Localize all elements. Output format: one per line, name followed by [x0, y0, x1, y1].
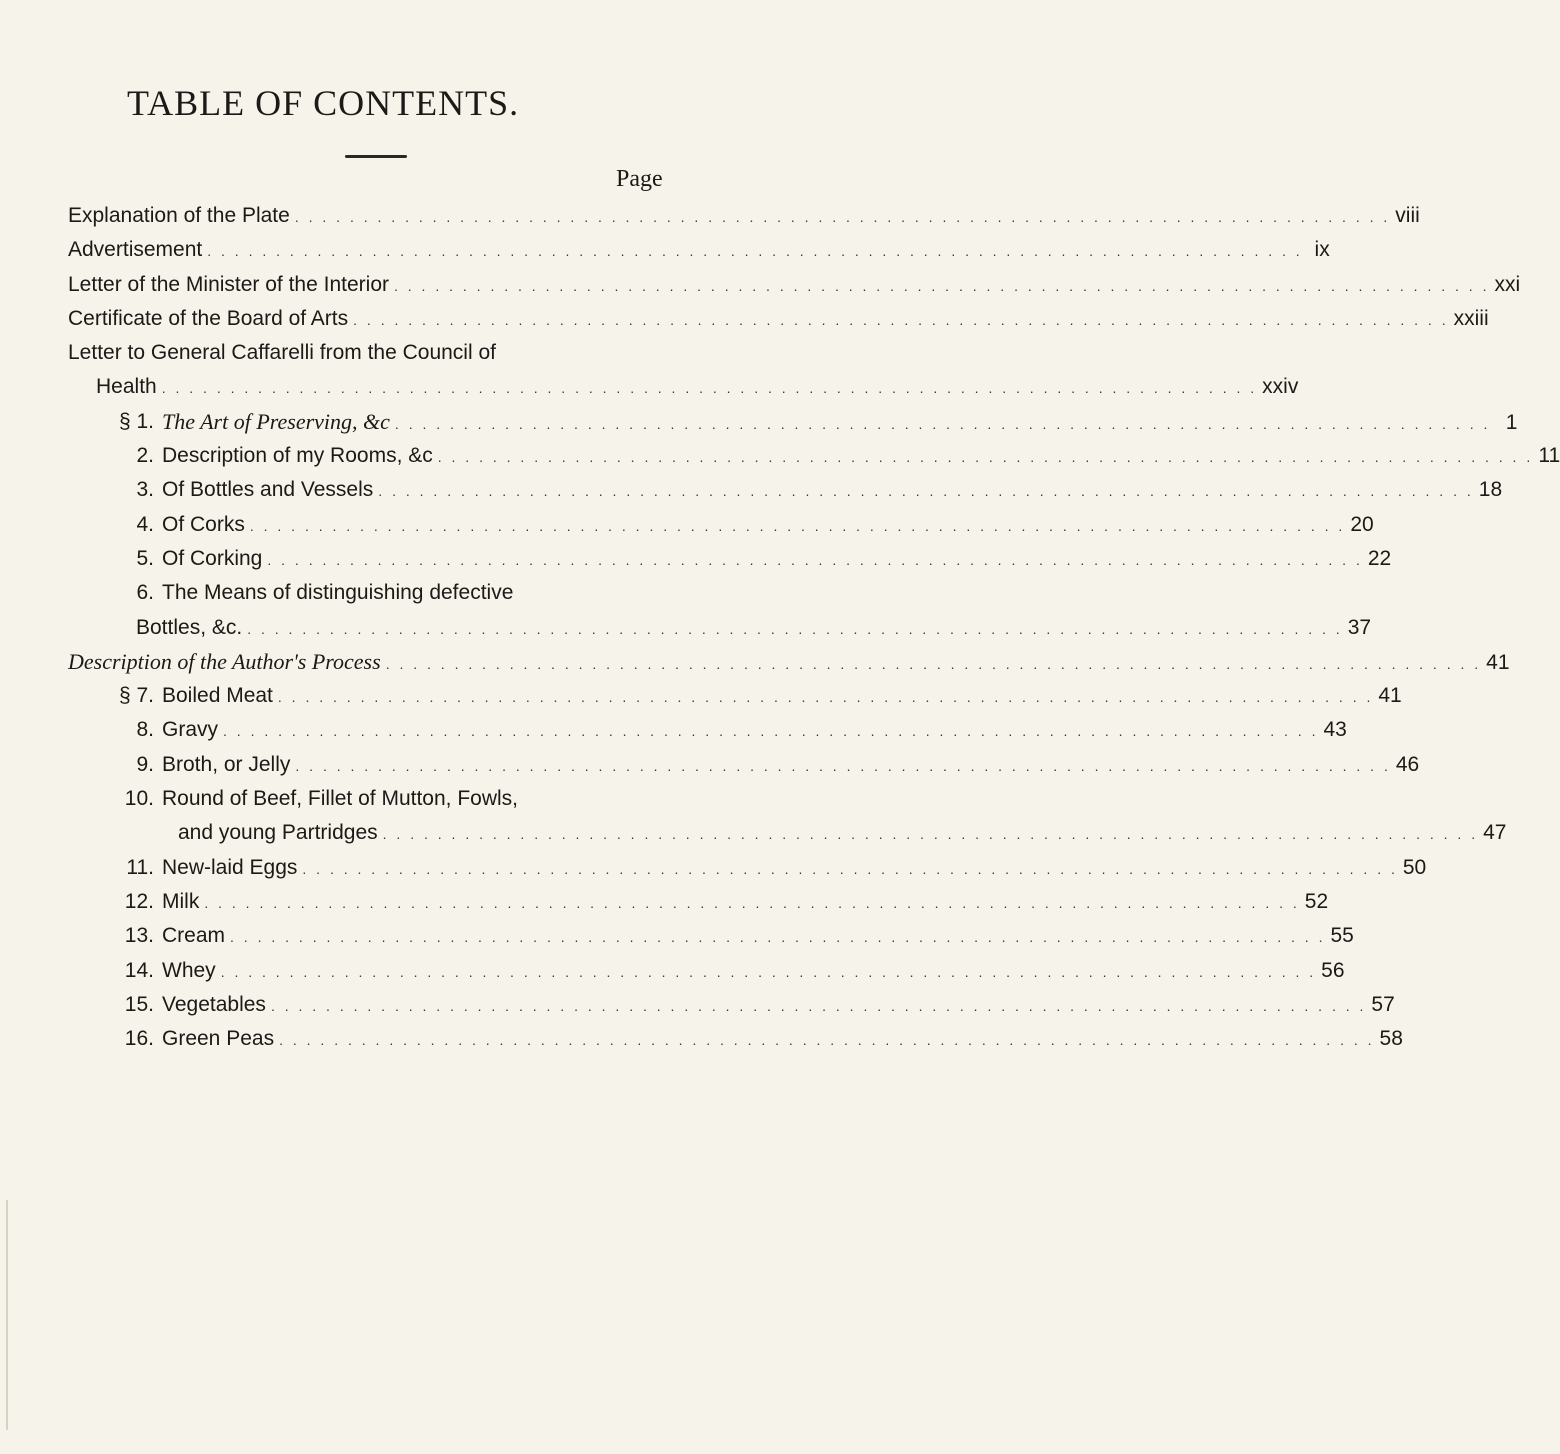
dot-leader: . . . . . . . . . . . . . . . . . . . . . . . . . . . . . . . . . . . . . . . . . . . . . . . . . . . . . . . . . . . . . . . . . . . . . . . . . . . . . . . . — [204, 894, 1300, 911]
dot-leader: . . . . . . . . . . . . . . . . . . . . . . . . . . . . . . . . . . . . . . . . . . . . . . . . . . . . . . . . . . . . . . . . . . . . . . . . . . . . . . . . — [279, 1032, 1375, 1049]
entry-page-number: 1 — [1505, 410, 1518, 434]
entry-page-number: 41 — [1378, 684, 1402, 708]
entry-number: 5. — [136, 546, 154, 570]
entry-title: Vegetables — [162, 992, 266, 1016]
toc-entry — [68, 816, 1507, 850]
dot-leader: . . . . . . . . . . . . . . . . . . . . . . . . . . . . . . . . . . . . . . . . . . . . . . . . . . . . . . . . . . . . . . . . . . . . . . . . . . . . . . . . — [295, 757, 1391, 774]
entry-page-number: 18 — [1478, 478, 1503, 502]
dot-leader: . . . . . . . . . . . . . . . . . . . . . . . . . . . . . . . . . . . . . . . . . . . . . . . . . . . . . . . . . . . . . . . . . . . . . . . . . . . . . . . . — [161, 380, 1258, 397]
dot-leader: . . . . . . . . . . . . . . . . . . . . . . . . . . . . . . . . . . . . . . . . . . . . . . . . . . . . . . . . . . . . . . . . . . . . . . . . . . . . . . . . — [277, 689, 1374, 706]
entry-page-number: 46 — [1395, 752, 1420, 776]
entry-title: Round of Beef, Fillet of Mutton, Fowls, — [162, 787, 518, 811]
dot-leader: . . . . . . . . . . . . . . . . . . . . . . . . . . . . . . . . . . . . . . . . . . . . . . . . . . . . . . . . . . . . . . . . . . . . . . . . . . . . . . . . — [223, 723, 1319, 740]
entry-title: Description of the Author's Process — [68, 648, 381, 674]
dot-leader: . . . . . . . . . . . . . . . . . . . . . . . . . . . . . . . . . . . . . . . . . . . . . . . . . . . . . . . . . . . . . . . . . . . . . . . . . . . . . . . . — [267, 551, 1363, 568]
dot-leader: . . . . . . . . . . . . . . . . . . . . . . . . . . . . . . . . . . . . . . . . . . . . . . . . . . . . . . . . . . . . . . . . . . . . . . . . . . . . . . . . — [382, 826, 1479, 843]
toc-entry — [68, 1022, 1403, 1056]
entry-title: Broth, or Jelly — [162, 752, 291, 776]
entry-page-number: 56 — [1321, 958, 1345, 982]
entry-number: § 7. — [118, 684, 154, 708]
entry-number: § 1. — [118, 409, 154, 433]
dot-leader: . . . . . . . . . . . . . . . . . . . . . . . . . . . . . . . . . . . . . . . . . . . . . . . . . . . . . . . . . . . . . . . . . . . . . . . . . . . . . . . . — [247, 620, 1343, 637]
entry-title: The Means of distinguishing defective — [162, 581, 514, 605]
dot-leader: . . . . . . . . . . . . . . . . . . . . . . . . . . . . . . . . . . . . . . . . . . . . . . . . . . . . . . . . . . . . . . . . . . . . . . . . . . . . . . . . — [207, 243, 1303, 260]
entry-title: Of Bottles and Vessels — [162, 478, 374, 502]
entry-page-number: 43 — [1323, 718, 1347, 742]
dot-leader: . . . . . . . . . . . . . . . . . . . . . . . . . . . . . . . . . . . . . . . . . . . . . . . . . . . . . . . . . . . . . . . . . . . . . . . . . . . . . . . . — [437, 449, 1534, 466]
toc-entry — [68, 851, 1427, 885]
toc-entry — [68, 782, 666, 816]
dot-leader: . . . . . . . . . . . . . . . . . . . . . . . . . . . . . . . . . . . . . . . . . . . . . . . . . . . . . . . . . . . . . . . . . . . . . . . . . . . . . . . . — [394, 277, 1490, 294]
toc-entry — [68, 611, 1372, 645]
toc-entry — [68, 268, 1521, 302]
page-edge-shadow — [6, 1200, 8, 1430]
entry-number: 11. — [126, 855, 154, 879]
entry-title: Explanation of the Plate — [68, 204, 290, 227]
toc-entry — [68, 405, 1518, 439]
entry-title: Boiled Meat — [162, 684, 273, 708]
entry-number: 16. — [124, 1027, 154, 1051]
entry-number: 15. — [124, 992, 154, 1016]
entry-page-number: 41 — [1486, 650, 1510, 674]
toc-entry — [68, 199, 1420, 233]
toc-entry — [68, 679, 1402, 713]
toc-entry — [68, 748, 1420, 782]
entry-title: and young Partridges — [178, 821, 378, 845]
dot-leader: . . . . . . . . . . . . . . . . . . . . . . . . . . . . . . . . . . . . . . . . . . . . . . . . . . . . . . . . . . . . . . . . . . . . . . . . . . . . . . . . — [394, 415, 1491, 432]
toc-entry — [68, 542, 1392, 576]
dot-leader: . . . . . . . . . . . . . . . . . . . . . . . . . . . . . . . . . . . . . . . . . . . . . . . . . . . . . . . . . . . . . . . . . . . . . . . . . . . . . . . . — [353, 311, 1449, 328]
page-column-header: Page — [616, 166, 663, 192]
toc-entry — [68, 508, 1374, 542]
entry-title: New-laid Eggs — [162, 855, 298, 879]
entry-title: Description of my Rooms, &c — [162, 444, 433, 468]
toc-entry — [68, 473, 1503, 507]
entry-number: 10. — [124, 787, 154, 811]
entry-number: 8. — [136, 718, 154, 742]
dot-leader: . . . . . . . . . . . . . . . . . . . . . . . . . . . . . . . . . . . . . . . . . . . . . . . . . . . . . . . . . . . . . . . . . . . . . . . . . . . . . . . . — [294, 209, 1391, 225]
entry-title: Milk — [162, 889, 200, 913]
toc-entry — [68, 885, 1329, 919]
entry-page-number: 47 — [1483, 821, 1507, 845]
entry-page-number: xxiv — [1262, 375, 1299, 399]
entry-number: 14. — [124, 958, 154, 982]
entry-title: Green Peas — [162, 1027, 275, 1051]
dot-leader: . . . . . . . . . . . . . . . . . . . . . . . . . . . . . . . . . . . . . . . . . . . . . . . . . . . . . . . . . . . . . . . . . . . . . . . . . . . . . . . . — [249, 517, 1346, 534]
entry-title: Letter to General Caffarelli from the Council of — [68, 341, 496, 365]
entry-page-number: viii — [1395, 204, 1420, 227]
entry-title: Health — [96, 375, 157, 399]
entry-page-number: ix — [1314, 238, 1330, 262]
entry-page-number: 11 — [1538, 444, 1560, 468]
entry-title: Bottles, &c. — [136, 615, 243, 639]
entry-title: Of Corks — [162, 512, 245, 536]
entry-title: Letter of the Minister of the Interior — [68, 272, 389, 296]
entry-number: 4. — [136, 512, 154, 536]
toc-entry — [68, 988, 1395, 1022]
entry-title: Certificate of the Board of Arts — [68, 306, 349, 330]
toc-entry — [68, 302, 1489, 336]
toc-entry — [68, 336, 666, 370]
toc-entry — [68, 233, 1330, 267]
entry-number: 2. — [136, 444, 154, 468]
entry-number: 12. — [124, 889, 154, 913]
entry-number: 13. — [124, 924, 154, 948]
entry-page-number: 57 — [1371, 992, 1395, 1016]
entry-page-number: 50 — [1402, 855, 1427, 879]
entry-page-number: 22 — [1367, 546, 1392, 570]
entry-page-number: 52 — [1304, 889, 1329, 913]
table-of-contents — [68, 199, 1560, 1056]
toc-entry — [68, 919, 1354, 953]
entry-number: 9. — [136, 752, 154, 776]
entry-number: 3. — [136, 478, 154, 502]
entry-number: 6. — [136, 581, 154, 605]
page-title: TABLE OF CONTENTS. — [127, 83, 520, 123]
entry-title: The Art of Preserving, &c — [162, 408, 390, 434]
toc-entry — [68, 370, 1299, 404]
entry-title: Gravy — [162, 718, 219, 742]
dot-leader: . . . . . . . . . . . . . . . . . . . . . . . . . . . . . . . . . . . . . . . . . . . . . . . . . . . . . . . . . . . . . . . . . . . . . . . . . . . . . . . . — [220, 963, 1317, 980]
dot-leader: . . . . . . . . . . . . . . . . . . . . . . . . . . . . . . . . . . . . . . . . . . . . . . . . . . . . . . . . . . . . . . . . . . . . . . . . . . . . . . . . — [385, 655, 1482, 672]
entry-page-number: 55 — [1330, 924, 1354, 948]
toc-entry — [68, 645, 1510, 679]
dot-leader: . . . . . . . . . . . . . . . . . . . . . . . . . . . . . . . . . . . . . . . . . . . . . . . . . . . . . . . . . . . . . . . . . . . . . . . . . . . . . . . . — [378, 483, 1474, 500]
entry-page-number: 58 — [1379, 1027, 1403, 1051]
dot-leader: . . . . . . . . . . . . . . . . . . . . . . . . . . . . . . . . . . . . . . . . . . . . . . . . . . . . . . . . . . . . . . . . . . . . . . . . . . . . . . . . — [270, 997, 1367, 1014]
entry-page-number: xxi — [1494, 272, 1521, 296]
toc-entry — [68, 713, 1347, 747]
toc-entry — [68, 439, 1560, 473]
entry-page-number: 20 — [1350, 512, 1374, 536]
entry-page-number: xxiii — [1453, 306, 1489, 330]
entry-title: Cream — [162, 924, 226, 948]
entry-title: Advertisement — [68, 238, 203, 262]
entry-title: Of Corking — [162, 546, 263, 570]
entry-page-number: 37 — [1347, 615, 1372, 639]
dot-leader: . . . . . . . . . . . . . . . . . . . . . . . . . . . . . . . . . . . . . . . . . . . . . . . . . . . . . . . . . . . . . . . . . . . . . . . . . . . . . . . . — [302, 860, 1398, 877]
entry-title: Whey — [162, 958, 216, 982]
toc-entry — [68, 576, 666, 610]
dot-leader: . . . . . . . . . . . . . . . . . . . . . . . . . . . . . . . . . . . . . . . . . . . . . . . . . . . . . . . . . . . . . . . . . . . . . . . . . . . . . . . . — [230, 929, 1326, 946]
title-rule — [345, 155, 407, 158]
toc-entry — [68, 954, 1345, 988]
